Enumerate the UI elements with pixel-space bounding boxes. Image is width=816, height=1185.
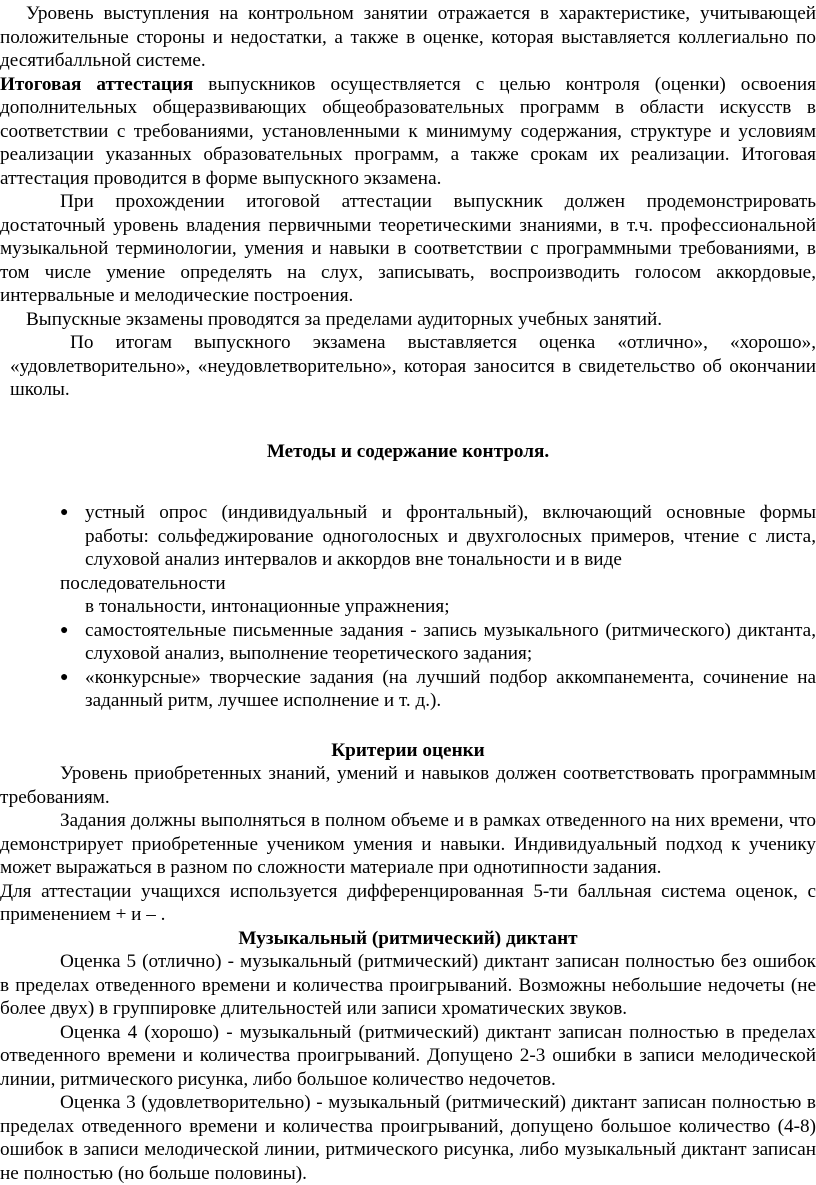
criteria-paragraph-system: Для аттестации учащихся используется дифференцированная 5-ти балльная система оценок, с применением + и – . <box>0 880 816 925</box>
criteria-paragraph-level: Уровень приобретенных знаний, умений и навыков должен соответствовать программным требованиям. <box>0 763 816 808</box>
final-attestation-term: Итоговая аттестация <box>0 73 194 95</box>
method-written-tasks: самостоятельные письменные задания - запись музыкального (ритмического) диктанта, слуховой анализ, выполнение теоретического задания; <box>85 619 816 664</box>
final-attestation-text: выпускников осуществляется с целью контроля (оценки) освоения дополнительных общеразвивающих общеобразовательных программ в области искусств в соответствии с требованиями, установленными к минимуму содержания, структуре и условиям реализации указанных образовательных программ, а также срокам их реализации. Итоговая аттестация проводится в форме выпускного экзамена. <box>0 73 816 189</box>
dictation-grade-3: Оценка 3 (удовлетворительно) - музыкальный (ритмический) диктант записан полностью в пределах отведенного времени и количества проигрываний, допущено большое количество (4-8) ошибок в записи мелодической линии, ритмического рисунка, либо музыкальный диктант записан не полностью (но больше половины). <box>0 1092 816 1184</box>
results-block <box>0 331 816 402</box>
methods-list-continued <box>0 619 816 713</box>
criteria-heading: Критерии оценки <box>331 739 485 761</box>
methods-list <box>0 501 816 572</box>
spacer <box>0 402 816 440</box>
bullet-icon: ● <box>60 505 69 520</box>
dictation-heading: Музыкальный (ритмический) диктант <box>238 927 578 949</box>
intro-paragraph-requirements: При прохождении итоговой аттестации выпускник должен продемонстрировать достаточный уровень владения первичными теоретическими знаниями, в т.ч. профессиональной музыкальной терминологии, умения и навыки в соответствии с программными требованиями, в том числе умение определять на слух, записывать, воспроизводить голосом аккордовые, интервальные и мелодические построения. <box>0 191 816 306</box>
method-oral-survey-tail: последовательности <box>60 572 226 594</box>
method-creative-tasks: «конкурсные» творческие задания (на лучший подбор аккомпанемента, сочинение на заданный ритм, лучшее исполнение и т. д.). <box>85 666 816 711</box>
bullet-icon: ● <box>60 669 69 685</box>
intro-paragraph-grades: По итогам выпускного экзамена выставляется оценка «отлично», «хорошо», «удовлетворительно», «неудовлетворительно», которая заносится в свидетельство об окончании школы. <box>10 332 816 400</box>
intro-paragraph-performance: Уровень выступления на контрольном занятии отражается в характеристике, учитывающей положительные стороны и недостатки, а также в оценке, которая выставляется коллегиально по десятибалльной системе. <box>0 3 816 71</box>
list-item <box>0 501 816 572</box>
criteria-paragraph-tasks: Задания должны выполняться в полном объеме и в рамках отведенного на них времени, что демонстрирует приобретенные учеником умения и навыки. Индивидуальный подход к ученику может выражаться в разном по сложности материале при однотипности задания. <box>0 810 816 878</box>
intro-paragraph-final-attestation <box>0 73 816 191</box>
bullet-icon: ● <box>60 622 69 638</box>
methods-heading: Методы и содержание контроля. <box>266 440 550 462</box>
dictation-grade-5: Оценка 5 (отлично) - музыкальный (ритмический) диктант записан полностью без ошибок в пределах отведенного времени и количества проигрываний. Возможны небольшие недочеты (не более двух) в группировке длительностей или записи хроматических звуков. <box>0 951 816 1019</box>
method-oral-survey-continuation: в тональности, интонационные упражнения; <box>85 596 450 617</box>
method-oral-survey: устный опрос (индивидуальный и фронтальный), включающий основные формы работы: сольфеджирование одноголосных и двухголосных примеров, чтение с листа, слуховой анализ интервалов и аккордов вне тональности и в виде <box>85 502 816 570</box>
list-item <box>0 619 816 666</box>
intro-paragraph-exams: Выпускные экзамены проводятся за пределами аудиторных учебных занятий. <box>26 308 663 330</box>
dictation-grade-4: Оценка 4 (хорошо) - музыкальный (ритмический) диктант записан полностью в пределах отведенного времени и количества проигрываний. Допущено 2-3 ошибки в записи мелодической линии, ритмического рисунка, либо большое количество недочетов. <box>0 1021 816 1090</box>
spacer <box>0 463 816 501</box>
list-item <box>0 666 816 713</box>
document-page <box>0 2 816 1185</box>
spacer <box>0 713 816 739</box>
